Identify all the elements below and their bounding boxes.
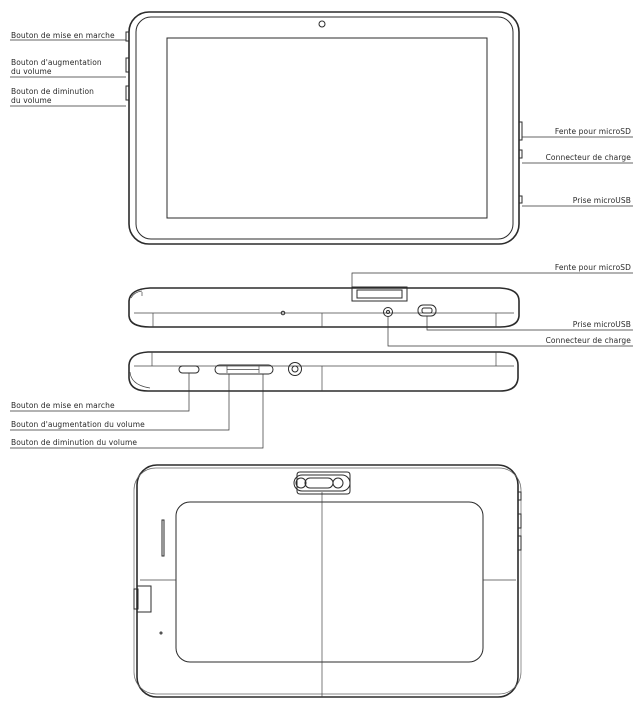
side-top-microsd-slot <box>352 287 407 301</box>
label-front-charge: Connecteur de charge <box>545 153 631 162</box>
label-front-volup-1: Bouton d'augmentation <box>11 58 102 67</box>
side-view-bottom <box>10 352 518 448</box>
label-side-power: Bouton de mise en marche <box>11 401 115 410</box>
label-side-volup: Bouton d'augmentation du volume <box>11 420 145 429</box>
front-screen <box>167 38 487 218</box>
side-top-outline <box>129 288 519 327</box>
front-microsd-slot <box>519 122 522 140</box>
label-front-volup-2: du volume <box>11 67 52 76</box>
front-bezel <box>136 17 513 239</box>
front-power-key <box>126 32 129 41</box>
side-bottom-audio-jack <box>289 363 302 376</box>
leader-side-microsd <box>352 273 633 287</box>
side-bottom-outline <box>129 352 518 391</box>
back-view <box>134 465 521 697</box>
label-side-microsd: Fente pour microSD <box>554 263 631 272</box>
side-top-charge-port <box>384 308 393 317</box>
side-top-usb-port <box>418 305 436 316</box>
label-front-voldown-1: Bouton de diminution <box>11 87 95 96</box>
front-view <box>10 12 633 244</box>
label-front-usb: Prise microUSB <box>572 196 631 205</box>
back-panel <box>176 502 483 662</box>
back-speaker-grill <box>162 520 164 556</box>
front-outer-body <box>129 12 519 244</box>
front-vol-down-key <box>126 86 129 100</box>
front-vol-up-key <box>126 58 129 72</box>
back-camera-lens-icon <box>305 478 333 488</box>
front-usb-port <box>519 196 522 203</box>
label-side-usb: Prise microUSB <box>572 320 631 329</box>
label-front-microsd: Fente pour microSD <box>554 127 631 136</box>
label-side-charge: Connecteur de charge <box>545 336 631 345</box>
side-bottom-power-button <box>179 366 199 373</box>
back-side-bump <box>137 586 151 612</box>
label-front-power: Bouton de mise en marche <box>11 31 115 40</box>
label-front-voldown-2: du volume <box>11 96 52 105</box>
front-camera-icon <box>319 21 325 27</box>
label-side-voldown: Bouton de diminution du volume <box>11 438 138 447</box>
back-mic-hole-icon <box>160 632 162 634</box>
front-charge-port <box>519 150 522 158</box>
